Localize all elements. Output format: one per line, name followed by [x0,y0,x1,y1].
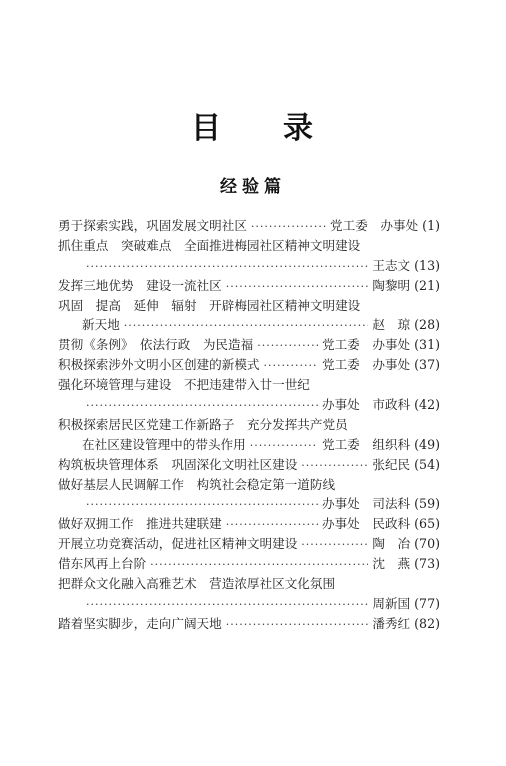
toc-line [58,554,440,574]
dot-leader [250,436,318,455]
toc-line [58,494,440,514]
toc-entry-title: 积极探索居民区党建工作新路子 充分发挥共产党员 [58,416,348,432]
toc-line [58,475,440,495]
toc-entry-author-page: 党工委 组织科 (49) [321,436,440,452]
dot-leader [257,336,318,355]
dot-leader [301,456,368,475]
toc-entry-title: 发挥三地优势 建设一流社区 [58,277,222,293]
toc-entry-author-page: 王志文 (13) [372,257,440,273]
toc-entry-title: 新天地 [82,317,120,333]
toc-entry-author-page: 党工委 办事处 (31) [321,337,440,353]
toc-line [58,276,440,296]
toc-entry-author-page: 沈 燕 (73) [372,556,440,572]
toc-line [58,594,440,614]
toc-entry-author-page: 潘秀红 (82) [372,615,440,631]
toc-entry-title: 做好双拥工作 推进共建联建 [58,516,222,532]
toc-entry-author-page: 陶黎明 (21) [372,277,440,293]
toc-line [58,296,440,316]
toc-line [58,514,440,534]
toc-entry-title: 在社区建设管理中的带头作用 [82,436,246,452]
toc-entry-author-page: 党工委 办事处 (1) [330,218,440,233]
title-char-left: 目 [191,111,223,146]
dot-leader [86,495,318,514]
toc-entry-author-page: 办事处 市政科 (42) [321,397,440,413]
toc-line [58,256,440,276]
toc-entry-title: 积极探索涉外文明小区创建的新模式 [58,357,260,373]
toc-line [58,614,440,634]
toc-entry-title: 抓住重点 突破难点 全面推进梅园社区精神文明建设 [58,237,361,253]
dot-leader [124,316,369,335]
toc-entry-title: 强化环境管理与建设 不把违建带入廿一世纪 [58,377,310,393]
toc-line [58,355,440,375]
toc-entry-title: 踏着坚实脚步，走向广阔天地 [58,615,222,631]
toc-entry-author-page: 周新国 (77) [372,595,440,611]
section-heading: 经验篇 [220,177,286,197]
toc-entry-title: 把群众文化融入高雅艺术 营造浓厚社区文化氛围 [58,576,336,592]
toc-entry-author-page: 办事处 司法科 (59) [321,496,440,512]
toc-line [58,315,440,335]
dot-leader [226,277,369,296]
toc-entry-title: 借东风再上台阶 [58,556,147,572]
toc-line [58,395,440,415]
toc-entry-author-page: 党工委 办事处 (37) [321,357,440,373]
toc-line [58,335,440,355]
dot-leader [86,595,368,614]
table-of-contents [58,216,440,634]
toc-entry-title: 勇于探索实践，巩固发展文明社区 [58,218,247,233]
toc-entry-title: 巩固 提高 延伸 辐射 开辟梅园社区精神文明建设 [58,297,361,313]
toc-line [58,534,440,554]
toc-line [58,236,440,256]
toc-line [58,574,440,594]
toc-entry-title: 做好基层人民调解工作 构筑社会稳定第一道防线 [58,476,336,492]
title-char-right: 录 [283,111,315,146]
toc-entry-author-page: 赵 琼 (28) [372,317,440,333]
toc-line [58,435,440,455]
toc-line [58,375,440,395]
dot-leader [86,257,368,276]
dot-leader [86,396,318,415]
toc-entry-author-page: 办事处 民政科 (65) [321,516,440,532]
dot-leader [226,615,369,634]
toc-line [58,415,440,435]
toc-entry-title: 贯彻《条例》 依法行政 为民造福 [58,337,254,353]
toc-entry-title: 构筑板块管理体系 巩固深化文明社区建设 [58,456,298,472]
dot-leader [264,356,318,375]
dot-leader [150,555,368,574]
toc-entry-title: 开展立功竞赛活动，促进社区精神文明建设 [58,536,298,552]
page-title [0,103,506,147]
toc-line [58,216,440,236]
toc-line [58,455,440,475]
dot-leader [226,515,318,534]
dot-leader [251,217,326,236]
dot-leader [301,535,368,554]
toc-entry-author-page: 张纪民 (54) [372,456,440,472]
toc-entry-author-page: 陶 冶 (70) [372,536,440,552]
